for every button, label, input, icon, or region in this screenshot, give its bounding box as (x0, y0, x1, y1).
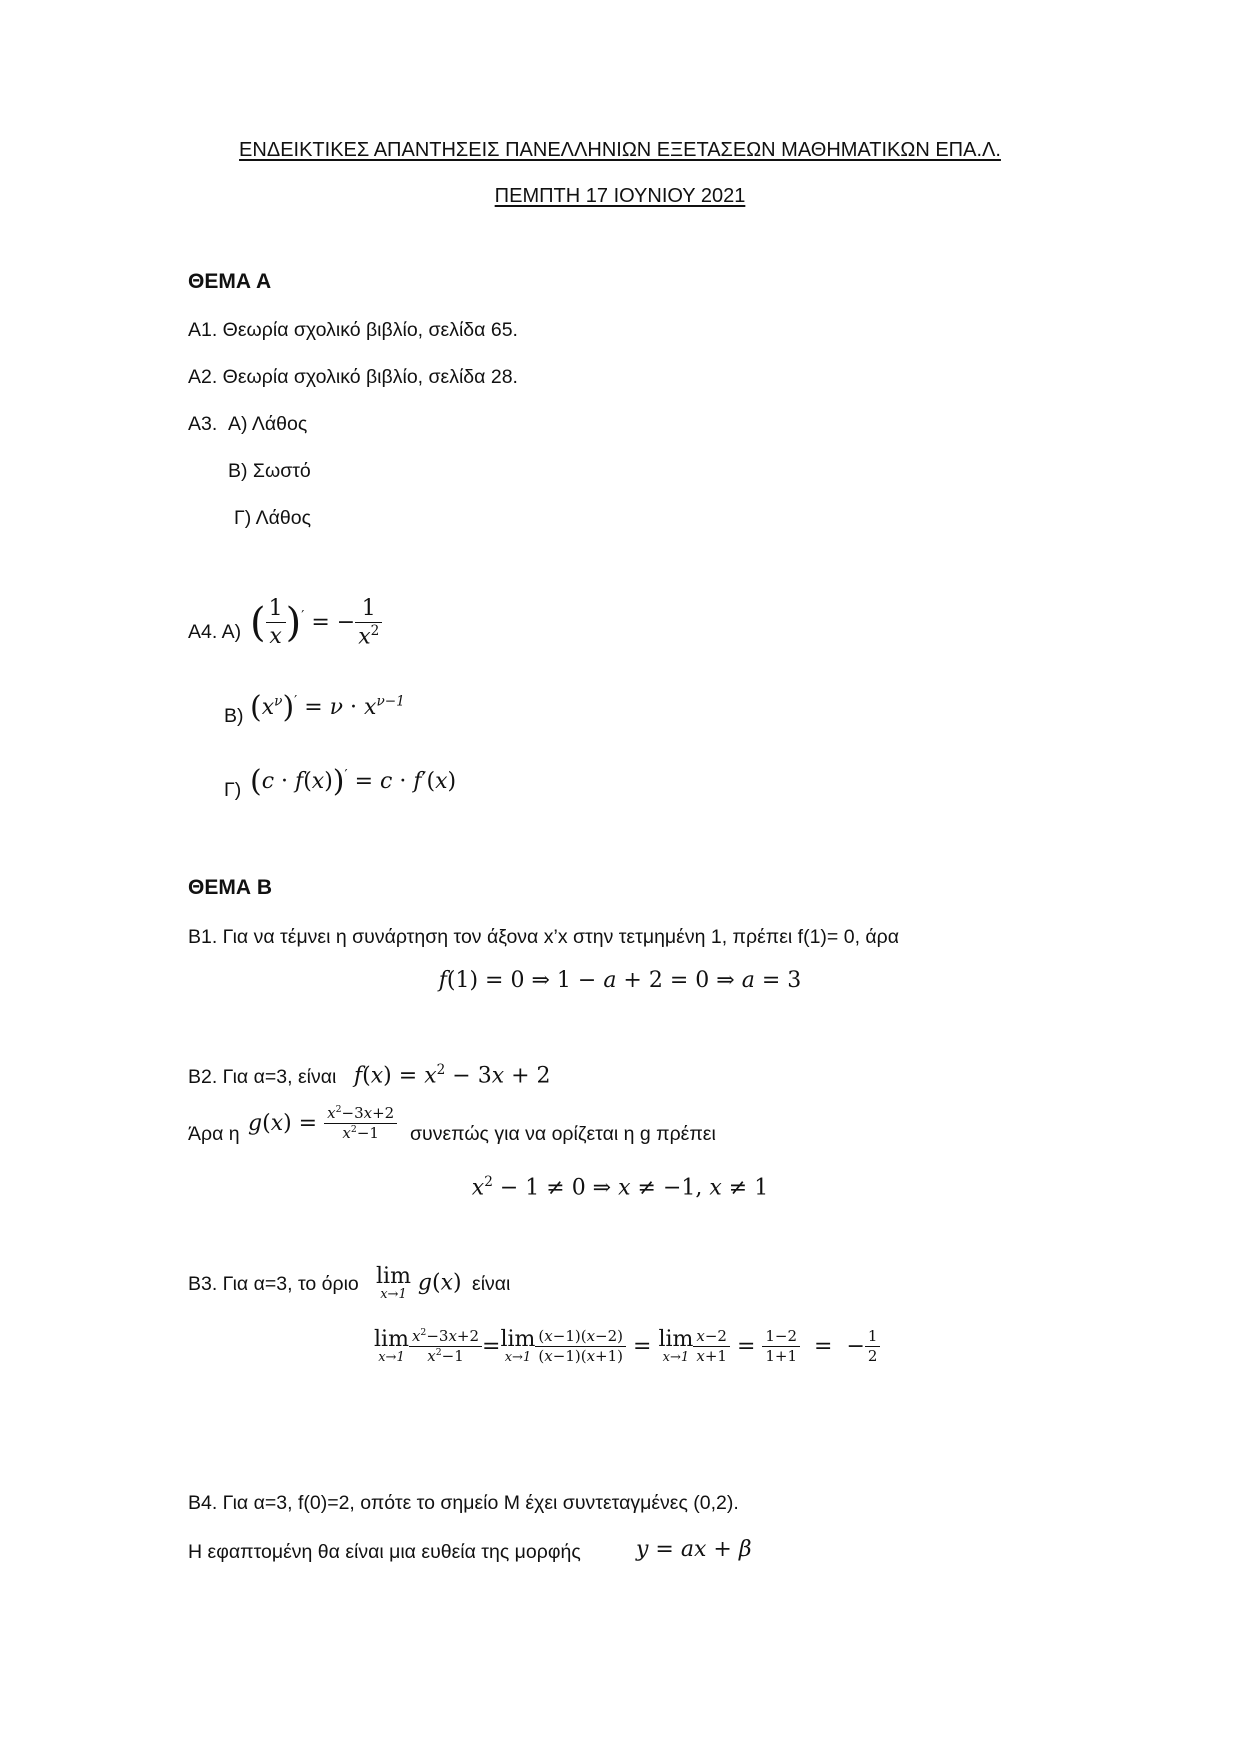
answer-b2-line2-prefix: Άρα η (188, 1123, 240, 1145)
formula-a4-c: (c · f(x))′ = c · f′(x) (250, 764, 457, 799)
formula-b2-domain: $x^2 - 1 \ne 0$ ⇒ x ≠ −1, x ≠ 1 (471, 1174, 769, 1201)
formula-a4-b: $(x^\nu)' = \nu \cdot x^{\nu-1}$ (250, 690, 405, 725)
formula-b1: f(1) = 0 ⇒ 1 − a + 2 = 0 ⇒ a = 3 (438, 968, 802, 993)
answer-b3-prefix: Β3. Για α=3, το όριο (188, 1273, 359, 1295)
answer-b4-line2: Η εφαπτομένη θα είναι μια ευθεία της μορφής (188, 1541, 581, 1563)
formula-b2-g: g(x) = $\frac{x^2-3x+2}{x^2-1}$ (248, 1105, 397, 1143)
answer-a4-b-label: Β) (224, 705, 244, 727)
section-heading-b: ΘΕΜΑ Β (188, 876, 272, 899)
formula-b3-limit: lim x→1 $\frac{x^2-3x+2}{x^2-1}$ = lim x→1 $\frac{(x-1)(x-2)}{(x-1)(x+1)}$ = lim x→1 $\frac{x-2}{x+1}$ = $\frac{1-2}{1+1}$ = − $\frac{1}{2}$ (374, 1328, 880, 1366)
formula-b2-f: $f(x) = x^2 - 3x + 2$ (354, 1062, 551, 1089)
answer-a4-label: Α4. Α) (188, 621, 242, 643)
answer-b2-line2-suffix: συνεπώς για να ορίζεται η g πρέπει (410, 1123, 716, 1145)
answer-a1: Α1. Θεωρία σχολικό βιβλίο, σελίδα 65. (188, 319, 518, 341)
answer-a2: Α2. Θεωρία σχολικό βιβλίο, σελίδα 28. (188, 366, 518, 388)
answer-b1-text: Β1. Για να τέμνει η συνάρτηση τον άξονα x’x στην τετμημένη 1, πρέπει f(1)= 0, άρα (188, 926, 900, 948)
answer-b4-text: Β4. Για α=3, f(0)=2, οπότε το σημείο Μ έχει συντεταγμένες (0,2). (188, 1492, 739, 1514)
answer-a3-item-b: Β) Σωστό (228, 460, 311, 482)
formula-b3-lim-inline: lim x→1 g(x) (376, 1264, 462, 1302)
formula-b4-line: y = ax + β (636, 1537, 752, 1562)
answer-a3-label: Α3. (188, 413, 218, 435)
answer-b3-suffix: είναι (472, 1273, 511, 1295)
document-title: ΕΝΔΕΙΚΤΙΚΕΣ ΑΠΑΝΤΗΣΕΙΣ ΠΑΝΕΛΛΗΝΙΩΝ ΕΞΕΤΑΣΕΩΝ ΜΑΘΗΜΑΤΙΚΩΝ ΕΠΑ.Λ. (239, 139, 1001, 161)
formula-a4-a: ( $\frac{1}{x}$ )′ = − $\frac{1}{x^2}$ (250, 596, 382, 650)
answer-b2-text: Β2. Για α=3, είναι (188, 1066, 337, 1088)
answer-a3-item-c: Γ) Λάθος (234, 507, 311, 529)
section-heading-a: ΘΕΜΑ Α (188, 270, 272, 293)
exam-date: ΠΕΜΠΤΗ 17 ΙΟΥΝΙΟΥ 2021 (494, 185, 746, 207)
answer-a3-item-a: Α) Λάθος (228, 413, 308, 435)
answer-a4-c-label: Γ) (224, 779, 242, 801)
